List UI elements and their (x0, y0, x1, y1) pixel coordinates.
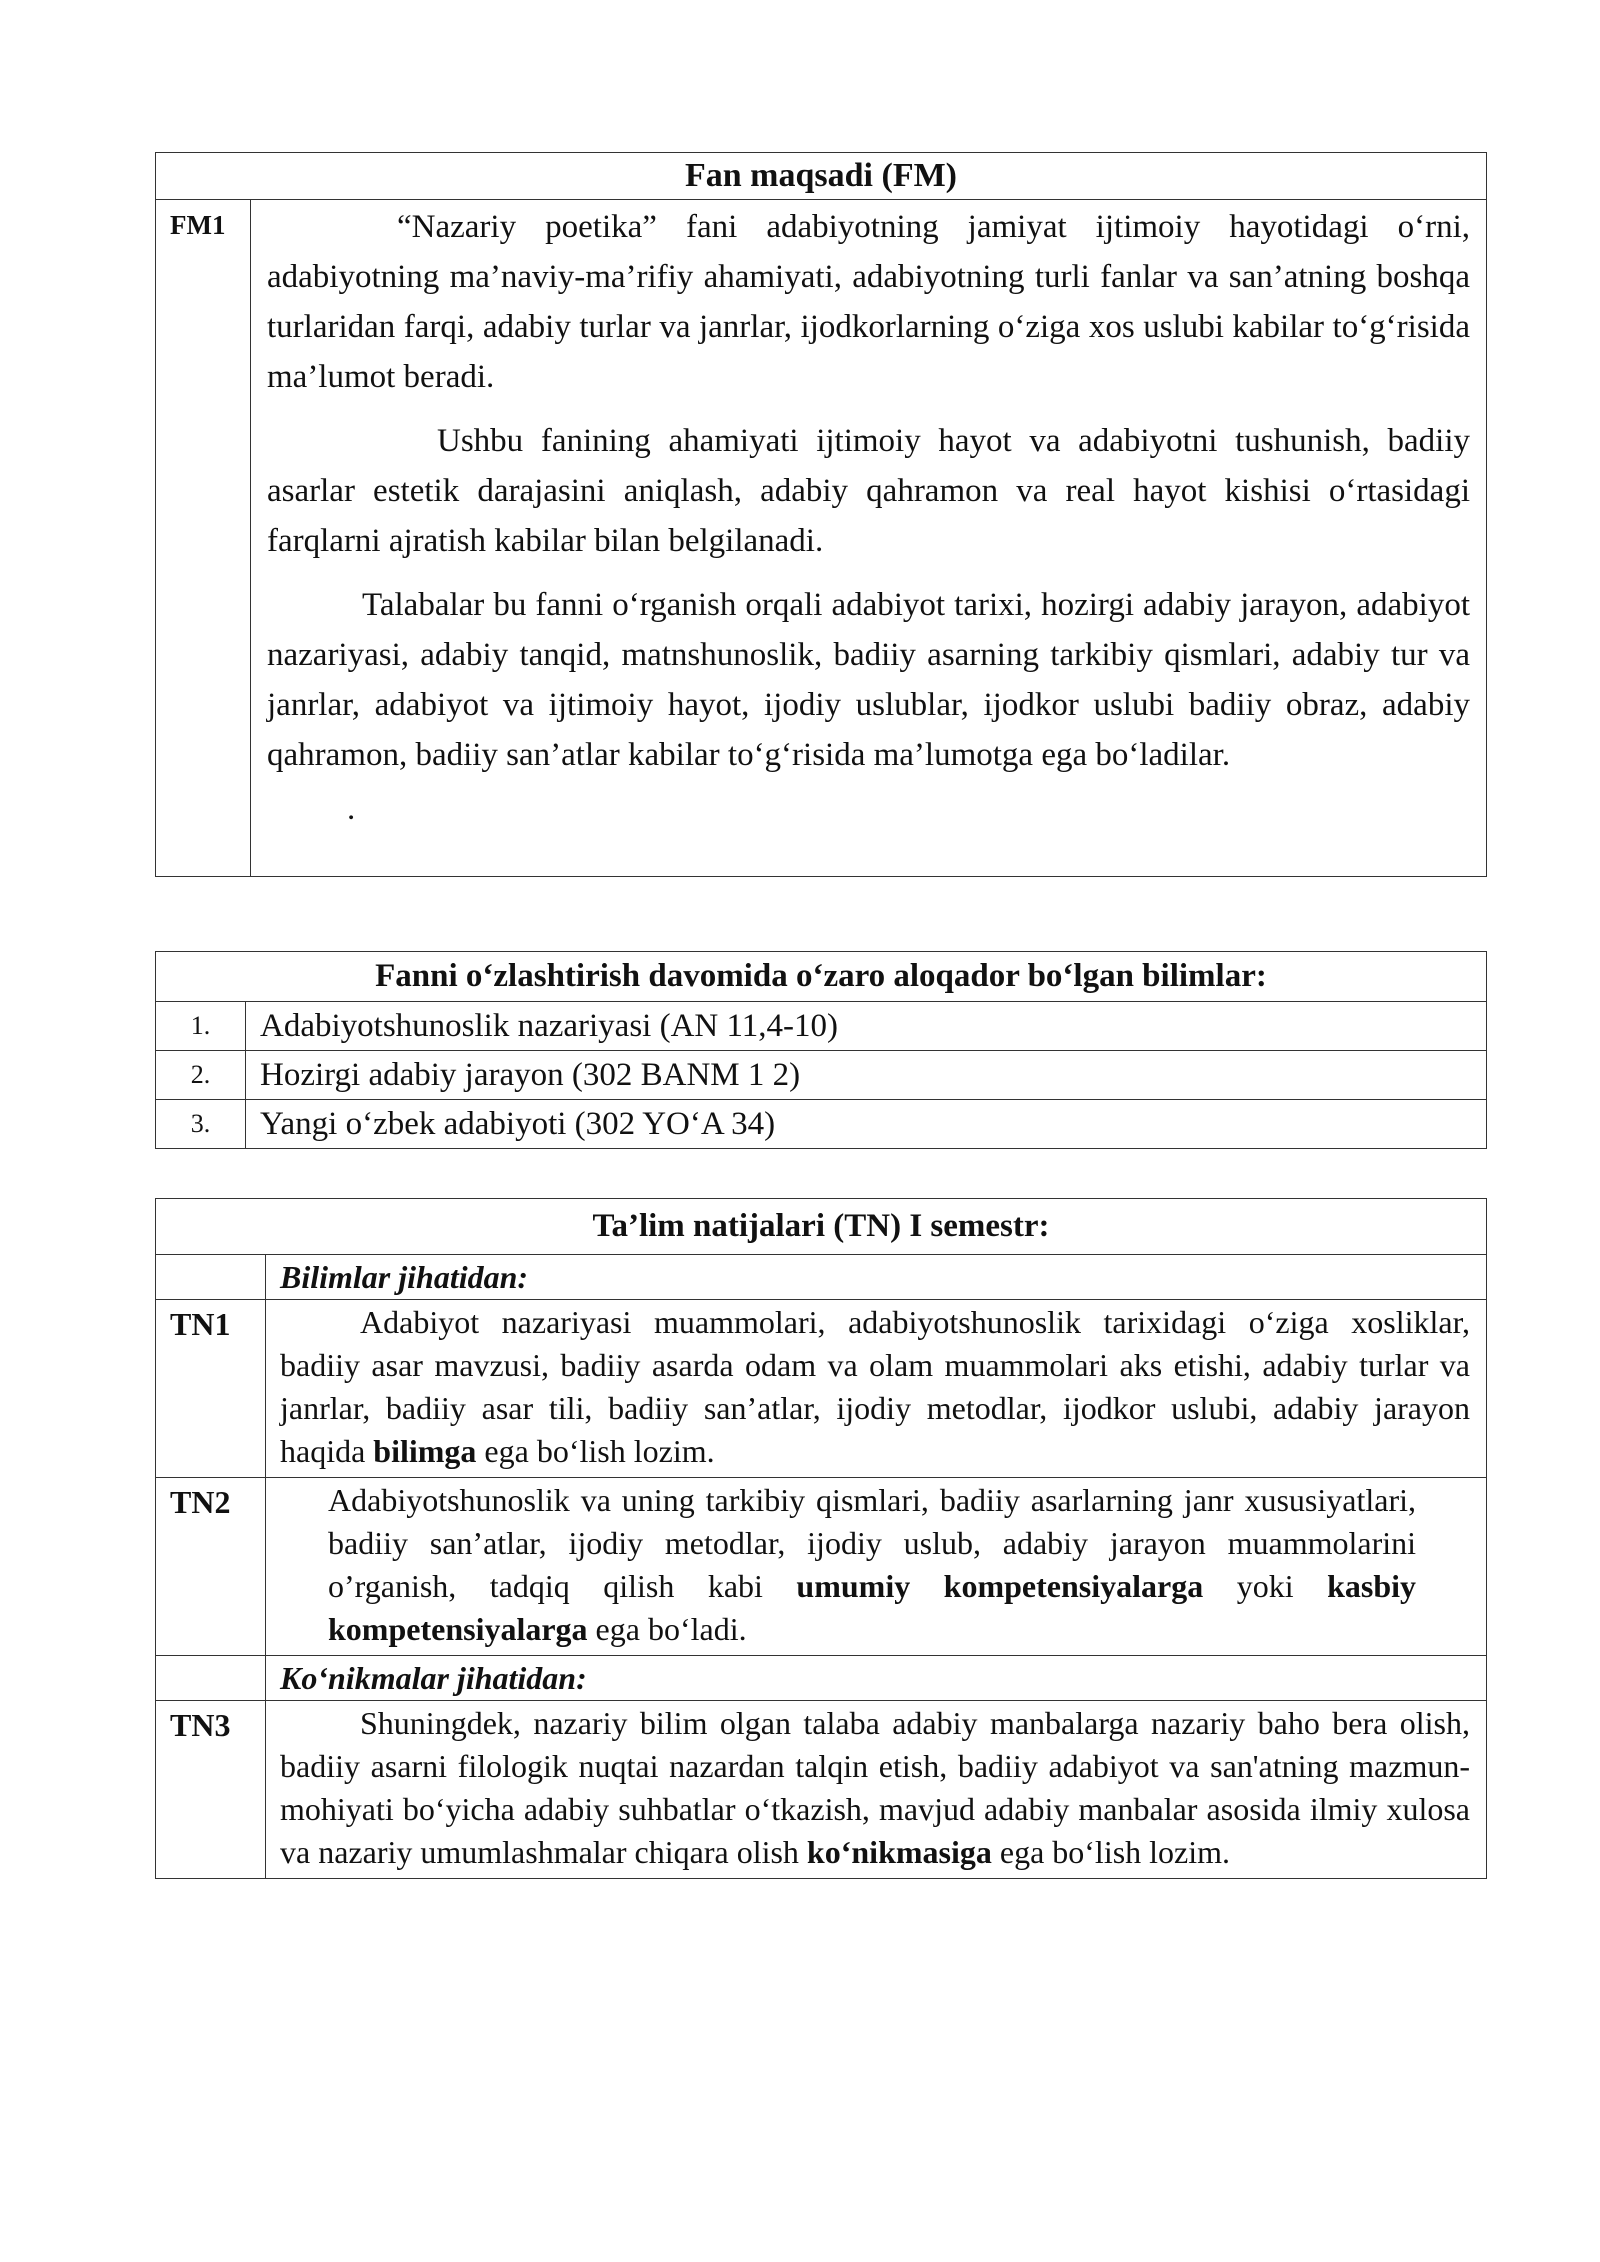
tn3-bold: ko‘nikmasiga (806, 1834, 992, 1870)
tn3-content (266, 1701, 1487, 1879)
table-row (156, 1002, 1487, 1051)
tn1-content (266, 1300, 1487, 1478)
tn1-bold: bilimga (373, 1433, 477, 1469)
table-row (156, 1100, 1487, 1149)
tn3-code: TN3 (156, 1701, 266, 1879)
tn1-code: TN1 (156, 1300, 266, 1478)
empty-cell (156, 1255, 266, 1300)
konikmalar-heading: Ko‘nikmalar jihatidan: (266, 1656, 1487, 1701)
tn3-text-end: ega bo‘lish lozim. (991, 1834, 1231, 1870)
aloqador-bilimlar-title: Fanni o‘zlashtirish davomida o‘zaro aloqador bo‘lgan bilimlar: (156, 952, 1487, 1002)
row-number: 1. (156, 1002, 246, 1051)
fan-maqsadi-title: Fan maqsadi (FM) (156, 153, 1487, 200)
fm1-trailing-dot: . (347, 791, 356, 827)
talim-natijalari-title: Ta’lim natijalari (TN) I semestr: (156, 1199, 1487, 1255)
fm1-code: FM1 (156, 200, 251, 877)
tn2-bold-2: kasbiy kompetensiyalarga (328, 1568, 1417, 1647)
bilimlar-heading: Bilimlar jihatidan: (266, 1255, 1487, 1300)
fm1-paragraph-1: “Nazariy poetika” fani adabiyotning jamiyat ijtimoiy hayotidagi o‘rni, adabiyotning ma’naviy-ma’rifiy ahamiyati, adabiyotning turli fanlar va san’atning boshqa turlaridan farqi, adabiy turlar va janrlar, ijodkorlarning o‘ziga xos uslubi kabilar to‘g‘risida ma’lumot beradi. (267, 209, 1470, 395)
fm1-content (251, 200, 1487, 877)
fan-maqsadi-table (155, 152, 1487, 877)
tn2-code: TN2 (156, 1478, 266, 1656)
row-number: 2. (156, 1051, 246, 1100)
aloqador-bilimlar-table (155, 951, 1487, 1149)
tn2-text-mid: yoki (1203, 1568, 1328, 1604)
empty-cell (156, 1656, 266, 1701)
table-row (156, 1051, 1487, 1100)
tn1-text: Adabiyot nazariyasi muammolari, adabiyotshunoslik tarixidagi o‘ziga xosliklar, badiiy asar mavzusi, badiiy asarda odam va olam muammolari aks etishi, adabiy turlar va janrlar, badiiy asar tili, badiiy san’atlar, ijodiy metodlar, ijodkor uslubi, adabiy jarayon haqida (280, 1304, 1470, 1469)
tn2-bold-1: umumiy kompetensiyalarga (796, 1568, 1204, 1604)
row-text: Yangi o‘zbek adabiyoti (302 YO‘A 34) (246, 1100, 1487, 1149)
tn2-text: Adabiyotshunoslik va uning tarkibiy qismlari, badiiy asarlarning janr xususiyatlari, badiiy san’atlar, ijodiy metodlar, ijodiy uslub, adabiy jarayon muammolarini o’rganish, tadqiq qilish kabi (328, 1482, 1416, 1604)
row-number: 3. (156, 1100, 246, 1149)
talim-natijalari-table (155, 1198, 1487, 1879)
tn1-text-end: ega bo‘lish lozim. (476, 1433, 715, 1469)
tn3-text: Shuningdek, nazariy bilim olgan talaba adabiy manbalarga nazariy baho bera olish, badiiy asarni filologik nuqtai nazardan talqin etish, badiiy adabiyot va san'atning mazmun-mohiyati bo‘yicha adabiy suhbatlar o‘tkazish, mavjud adabiy manbalar asosida ilmiy xulosa va nazariy umumlashmalar chiqara olish (280, 1705, 1470, 1870)
row-text: Adabiyotshunoslik nazariyasi (AN 11,4-10) (246, 1002, 1487, 1051)
tn2-content (266, 1478, 1487, 1656)
tn2-text-end: ega bo‘ladi. (587, 1611, 747, 1647)
fm1-paragraph-2: Ushbu fanining ahamiyati ijtimoiy hayot va adabiyotni tushunish, badiiy asarlar estetik darajasini aniqlash, adabiy qahramon va real hayot kishisi o‘rtasidagi farqlarni ajratish kabilar bilan belgilanadi. (267, 423, 1470, 559)
row-text: Hozirgi adabiy jarayon (302 BANM 1 2) (246, 1051, 1487, 1100)
fm1-paragraph-3: Talabalar bu fanni o‘rganish orqali adabiyot tarixi, hozirgi adabiy jarayon, adabiyot nazariyasi, adabiy tanqid, matnshunoslik, badiiy asarning tarkibiy qismlari, adabiy tur va janrlar, adabiyot va ijtimoiy hayot, ijodiy uslublar, ijodkor uslubi badiiy obraz, adabiy qahramon, badiiy san’atlar kabilar to‘g‘risida ma’lumotga ega bo‘ladilar. (267, 587, 1470, 773)
